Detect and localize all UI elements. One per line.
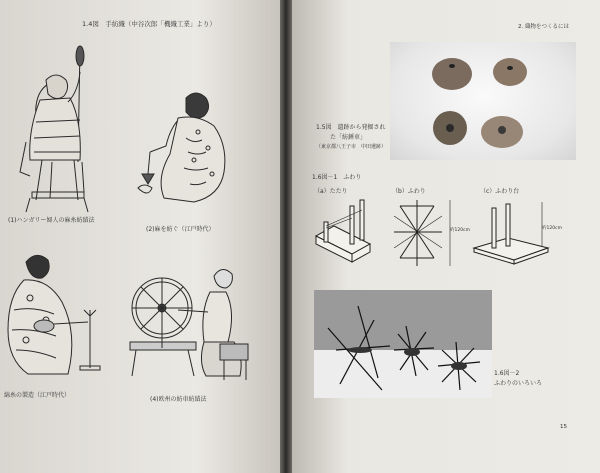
right-page bbox=[292, 0, 600, 473]
photo-caption-line2: た「紡錘車」 bbox=[330, 134, 367, 141]
fig16-a-label: （a）たたり bbox=[314, 188, 348, 195]
caption-fig2: (2)麻を紡ぐ（江戸時代） bbox=[146, 226, 215, 233]
illustration-european-spinning-wheel bbox=[124, 256, 250, 388]
fig16-c-label: （c）ふわり台 bbox=[480, 188, 520, 195]
fig16-2-line1: 1.6図－2 bbox=[494, 370, 520, 377]
fig16-b-dimension: 約120cm bbox=[450, 228, 470, 233]
illustration-hungarian-spinner bbox=[12, 42, 112, 214]
photo-fuwari-variety bbox=[314, 290, 492, 398]
illustration-cotton-yarn-edo bbox=[0, 250, 102, 388]
caption-fig3: 綿糸の製造（江戸時代） bbox=[4, 392, 71, 399]
diagram-tatari bbox=[306, 196, 384, 272]
left-page bbox=[0, 0, 280, 473]
caption-fig1: (1)ハンガリー婦人の麻糸紡績法 bbox=[8, 217, 95, 224]
photo-caption-line1: 1.5図 遺跡から発掘され bbox=[316, 124, 386, 131]
photo-spindle-whorls bbox=[390, 42, 576, 160]
diagram-fuwari bbox=[388, 196, 466, 272]
fig16-b-label: （b）ふわり bbox=[392, 188, 426, 195]
caption-fig4: (4)欧州の紡車紡績法 bbox=[150, 396, 207, 403]
book-gutter bbox=[280, 0, 292, 473]
page-number: 15 bbox=[560, 424, 567, 430]
running-head: 2. 織物をつくるには bbox=[518, 24, 569, 30]
photo-caption-line3: （東京都八王子市 中田遺跡） bbox=[316, 144, 387, 150]
diagram-fuwari-dai bbox=[468, 196, 558, 272]
fig16-title: 1.6図－1 ふわり bbox=[312, 174, 362, 181]
left-page-header: 1.4図 手紡織（中谷次郎「機織工業」より） bbox=[82, 20, 216, 28]
illustration-hemp-spinner-edo bbox=[128, 88, 246, 208]
fig16-2-line2: ふわりのいろいろ bbox=[494, 380, 543, 387]
fig16-c-dimension: 約120cm bbox=[542, 226, 562, 231]
